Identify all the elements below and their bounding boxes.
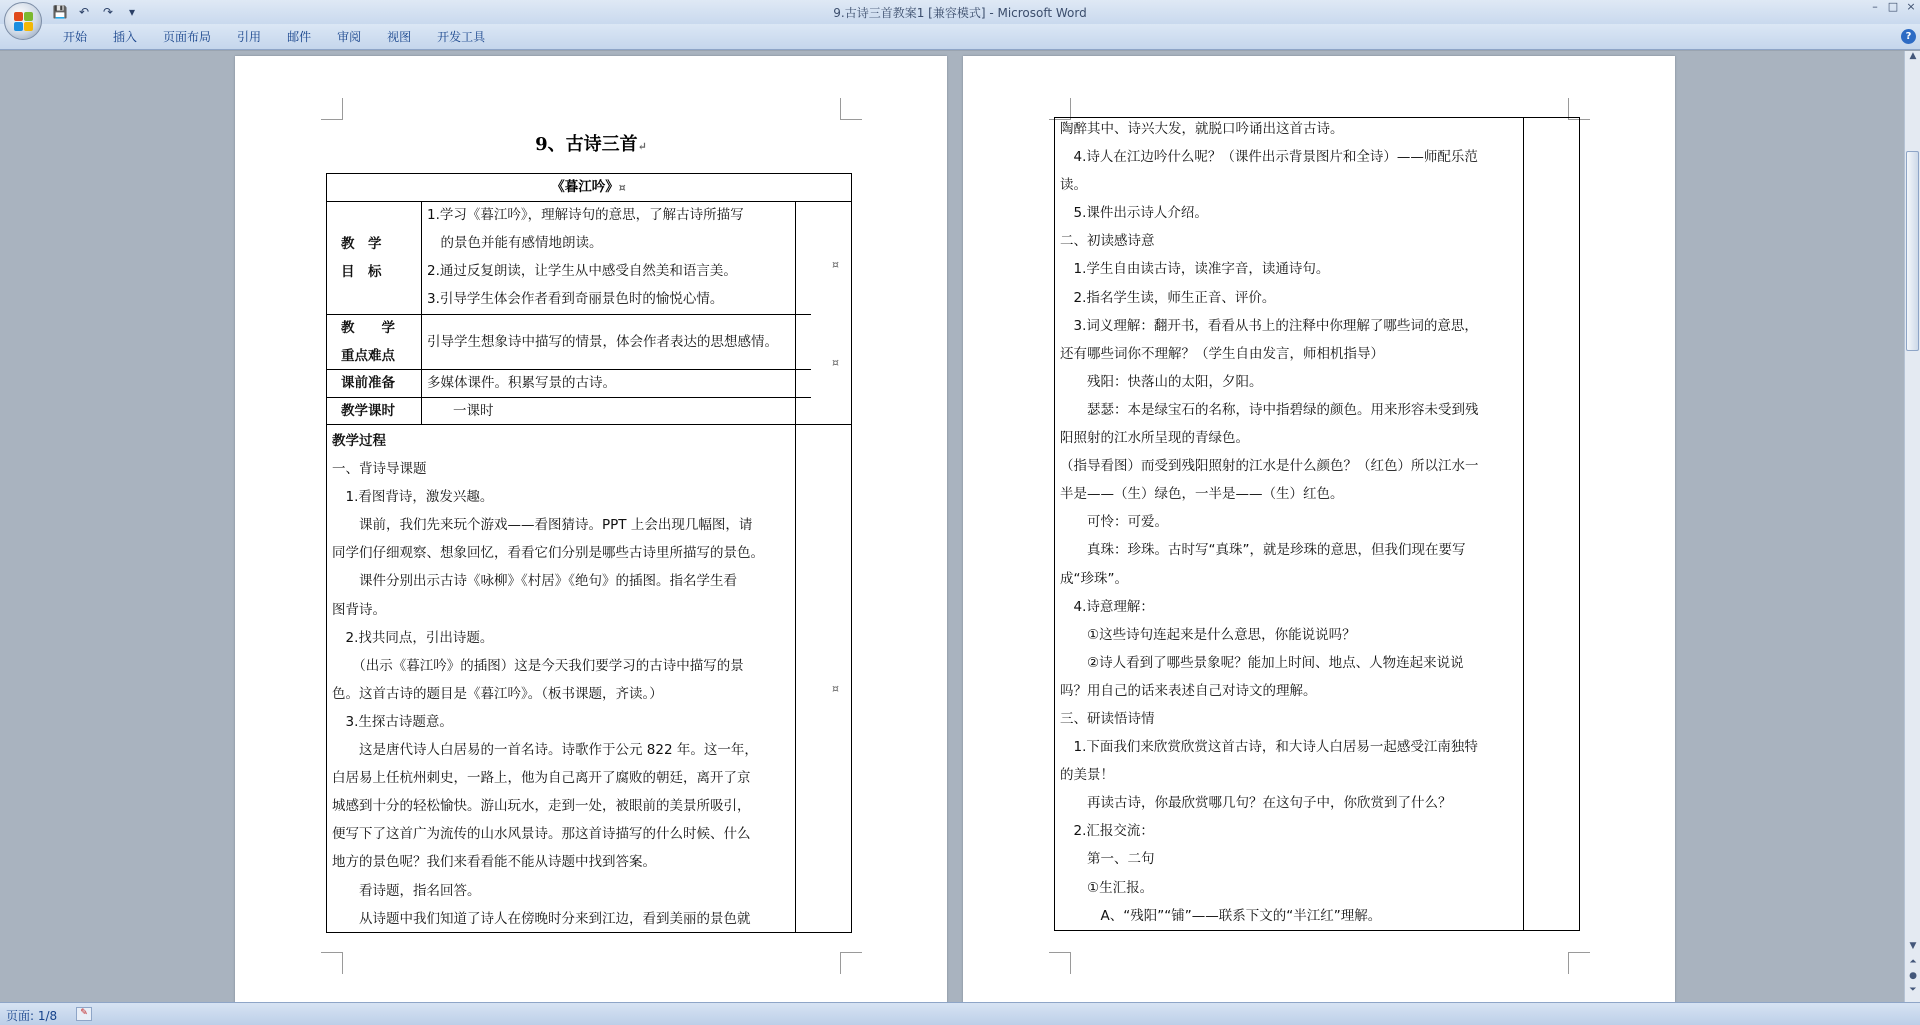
page2-line: 还有哪些词你不理解？（学生自由发言，师相机指导） — [1060, 345, 1384, 362]
page2-line: 读。 — [1060, 177, 1087, 194]
key-label-line: 重点难点 — [341, 348, 395, 364]
ribbon — [0, 24, 1920, 50]
page2-line: 4.诗意理解： — [1060, 598, 1154, 615]
tab-developer[interactable]: 开发工具 — [437, 30, 486, 44]
page2-line: 真珠：珍珠。古时写“真珠”，就是珍珠的意思，但我们现在要写 — [1060, 542, 1466, 559]
page2-text[interactable] — [1060, 115, 1479, 930]
table-border — [1054, 117, 1055, 930]
page2-line: 5.课件出示诗人介绍。 — [1060, 205, 1208, 222]
page2-line: 残阳：快落山的太阳，夕阳。 — [1060, 373, 1263, 390]
page2-line: 成“珍珠”。 — [1060, 570, 1128, 587]
cell-mark: ¤ — [832, 356, 839, 369]
page2-line: 陶醉其中、诗兴大发，就脱口吟诵出这首古诗。 — [1060, 121, 1344, 137]
vertical-scrollbar[interactable] — [1904, 51, 1920, 1002]
crop-mark — [321, 952, 343, 974]
page2-line: ①生汇报。 — [1060, 879, 1154, 896]
process-line: 便写下了这首广为流传的山水风景诗。那这首诗描写的什么时候、什么 — [332, 826, 751, 843]
tab-page-layout[interactable]: 页面布局 — [163, 30, 212, 44]
page2-line: 阳照射的江水所呈现的青绿色。 — [1060, 430, 1249, 447]
proofing-icon[interactable]: ✎ — [76, 1007, 92, 1021]
process-line: 课件分别出示古诗《咏柳》《村居》《绝句》的插图。指名学生看 — [332, 573, 737, 590]
table-border — [326, 397, 811, 398]
window-controls — [1866, 0, 1920, 16]
page2-line: 4.诗人在江边吟什么呢？（课件出示背景图片和全诗）——师配乐范 — [1060, 149, 1478, 166]
process-line: 教学过程 — [332, 433, 386, 449]
page2-line: 吗？用自己的话来表述自己对诗文的理解。 — [1060, 682, 1317, 699]
table-border — [795, 201, 796, 932]
scrollbar-thumb[interactable] — [1906, 151, 1919, 351]
crop-mark — [1568, 952, 1590, 974]
process-line: 这是唐代诗人白居易的一首名诗。诗歌作于公元 822 年。这一年， — [332, 742, 758, 759]
customize-icon[interactable]: ▾ — [128, 5, 136, 19]
process-line: 1.看图背诗，激发兴趣。 — [332, 489, 494, 506]
prep-label[interactable]: 课前准备 — [341, 375, 395, 391]
scroll-up-icon[interactable]: ▲ — [1909, 51, 1917, 61]
help-icon[interactable]: ? — [1901, 29, 1916, 44]
cell-mark: ¤ — [832, 258, 839, 271]
key-text[interactable] — [427, 328, 778, 356]
goals-label-line: 目 标 — [341, 264, 382, 280]
document-area — [0, 51, 1904, 1002]
office-button[interactable] — [4, 2, 42, 40]
scroll-down-icon[interactable]: ▼ — [1909, 941, 1917, 951]
page2-line: ②诗人看到了哪些景象呢？能加上时间、地点、人物连起来说说 — [1060, 654, 1464, 671]
page2-line: 的美景！ — [1060, 767, 1114, 784]
page2-line: 第一、二句 — [1060, 851, 1155, 868]
close-button[interactable]: × — [1906, 0, 1916, 13]
undo-icon[interactable]: ↶ — [78, 5, 90, 19]
status-bar — [0, 1002, 1920, 1025]
process-line: 从诗题中我们知道了诗人在傍晚时分来到江边，看到美丽的景色就 — [332, 910, 751, 927]
goals-text[interactable] — [427, 201, 744, 313]
save-icon[interactable]: 💾 — [52, 5, 68, 19]
table-border — [326, 314, 811, 315]
process-line: 色。这首古诗的题目是《暮江吟》。（板书课题，齐读。） — [332, 685, 663, 702]
tab-home[interactable]: 开始 — [63, 30, 88, 44]
page2-line: 三、研读悟诗情 — [1060, 710, 1155, 727]
page-2 — [963, 56, 1675, 1002]
ribbon-tabs — [50, 24, 498, 50]
crop-mark — [840, 952, 862, 974]
process-line: 白居易上任杭州刺史，一路上，他为自己离开了腐败的朝廷，离开了京 — [332, 770, 751, 787]
page2-line: 再读古诗，你最欣赏哪几句？在这句子中，你欣赏到了什么？ — [1060, 795, 1452, 812]
goal-line: 3.引导学生体会作者看到奇丽景色时的愉悦心情。 — [427, 291, 724, 307]
page2-line: A、“残阳”“铺”——联系下文的“半江红”理解。 — [1060, 907, 1382, 924]
page2-line: 瑟瑟：本是绿宝石的名称，诗中指碧绿的颜色。用来形容未受到残 — [1060, 401, 1479, 418]
tab-mailings[interactable]: 邮件 — [287, 30, 312, 44]
crop-mark — [1049, 952, 1071, 974]
cell-mark: ¤ — [618, 181, 626, 194]
table-border — [1523, 117, 1524, 930]
cell-mark: ¤ — [832, 682, 839, 695]
goal-line: 2.通过反复朗读，让学生从中感受自然美和语言美。 — [427, 263, 737, 279]
process-line: 课前，我们先来玩个游戏——看图猜诗。PPT 上会出现几幅图，请 — [332, 517, 753, 534]
page2-line: 2.指名学生读，师生正音、评价。 — [1060, 289, 1276, 306]
page2-line: 3.词义理解：翻开书，看看从书上的注释中你理解了哪些词的意思， — [1060, 317, 1478, 334]
table-border — [851, 173, 852, 932]
process-text[interactable] — [332, 427, 764, 933]
process-line: 地方的景色呢？我们来看看能不能从诗题中找到答案。 — [332, 854, 656, 871]
paragraph-mark: ↵ — [637, 140, 647, 153]
page-indicator[interactable]: 页面: 1/8 — [6, 1009, 58, 1023]
table-header-text: 《暮江吟》 — [551, 179, 619, 195]
redo-icon[interactable]: ↷ — [102, 5, 114, 19]
process-line: 3.生探古诗题意。 — [332, 713, 453, 730]
title-bar — [0, 0, 1920, 24]
page2-line: 二、初读感诗意 — [1060, 233, 1155, 250]
crop-mark — [840, 98, 862, 120]
page2-line: 2.汇报交流： — [1060, 823, 1154, 840]
key-text-content: 引导学生想象诗中描写的情景，体会作者表达的思想感情。 — [427, 334, 778, 350]
page-1 — [235, 56, 947, 1002]
table-border — [1054, 930, 1580, 931]
maximize-button[interactable]: □ — [1887, 0, 1899, 13]
process-line: 同学们仔细观察、想象回忆，看看它们分别是哪些古诗里所描写的景色。 — [332, 545, 764, 562]
previous-page-icon[interactable]: ⏶ — [1909, 957, 1917, 967]
tab-view[interactable]: 视图 — [387, 30, 412, 44]
hours-text[interactable]: 一课时 — [453, 403, 494, 419]
process-line: 看诗题，指名回答。 — [332, 882, 481, 899]
goals-label[interactable] — [341, 230, 382, 286]
page2-line: 1.下面我们来欣赏欣赏这首古诗，和大诗人白居易一起感受江南独特 — [1060, 739, 1478, 756]
table-border — [326, 424, 852, 425]
hours-label[interactable]: 教学课时 — [341, 403, 395, 419]
page2-line: 可怜：可爱。 — [1060, 514, 1168, 531]
tab-insert[interactable]: 插入 — [113, 30, 138, 44]
office-logo-icon — [14, 12, 34, 32]
page2-line: （指导看图）而受到残阳照射的江水是什么颜色？（红色）所以江水一 — [1060, 458, 1479, 475]
process-line: 一、背诗导课题 — [332, 461, 427, 478]
process-line: （出示《暮江吟》的插图）这是今天我们要学习的古诗中描写的景 — [332, 657, 744, 674]
page2-line: 1.学生自由读古诗，读准字音，读通诗句。 — [1060, 261, 1330, 278]
next-page-icon[interactable]: ⏷ — [1909, 985, 1917, 995]
browse-object-icon[interactable]: ● — [1909, 971, 1917, 981]
document-title[interactable] — [235, 130, 947, 156]
table-header[interactable] — [326, 173, 851, 201]
tab-review[interactable]: 审阅 — [337, 30, 362, 44]
page2-line: 半是——（生）绿色，一半是——（生）红色。 — [1060, 486, 1344, 503]
prep-text[interactable]: 多媒体课件。积累写景的古诗。 — [427, 375, 616, 391]
table-border — [326, 173, 327, 932]
minimize-button[interactable]: – — [1872, 0, 1878, 13]
window-title: 9.古诗三首教案1 [兼容模式] - Microsoft Word — [833, 6, 1087, 20]
tab-references[interactable]: 引用 — [237, 30, 262, 44]
table-border — [421, 201, 422, 424]
crop-mark — [321, 98, 343, 120]
table-border — [1579, 117, 1580, 930]
page2-line: ①这些诗句连起来是什么意思，你能说说吗？ — [1060, 626, 1356, 643]
document-title-text: 9、古诗三首 — [535, 134, 638, 155]
key-label[interactable] — [341, 314, 395, 370]
process-line: 城感到十分的轻松愉快。游山玩水，走到一处，被眼前的美景所吸引， — [332, 798, 751, 815]
goal-line: 的景色并能有感情地朗读。 — [427, 235, 603, 251]
goals-label-line: 教 学 — [341, 236, 382, 252]
goal-line: 1.学习《暮江吟》，理解诗句的意思，了解古诗所描写 — [427, 207, 744, 223]
key-label-line: 教 学 — [341, 320, 395, 336]
process-line: 图背诗。 — [332, 601, 386, 618]
process-line: 2.找共同点，引出诗题。 — [332, 629, 494, 646]
